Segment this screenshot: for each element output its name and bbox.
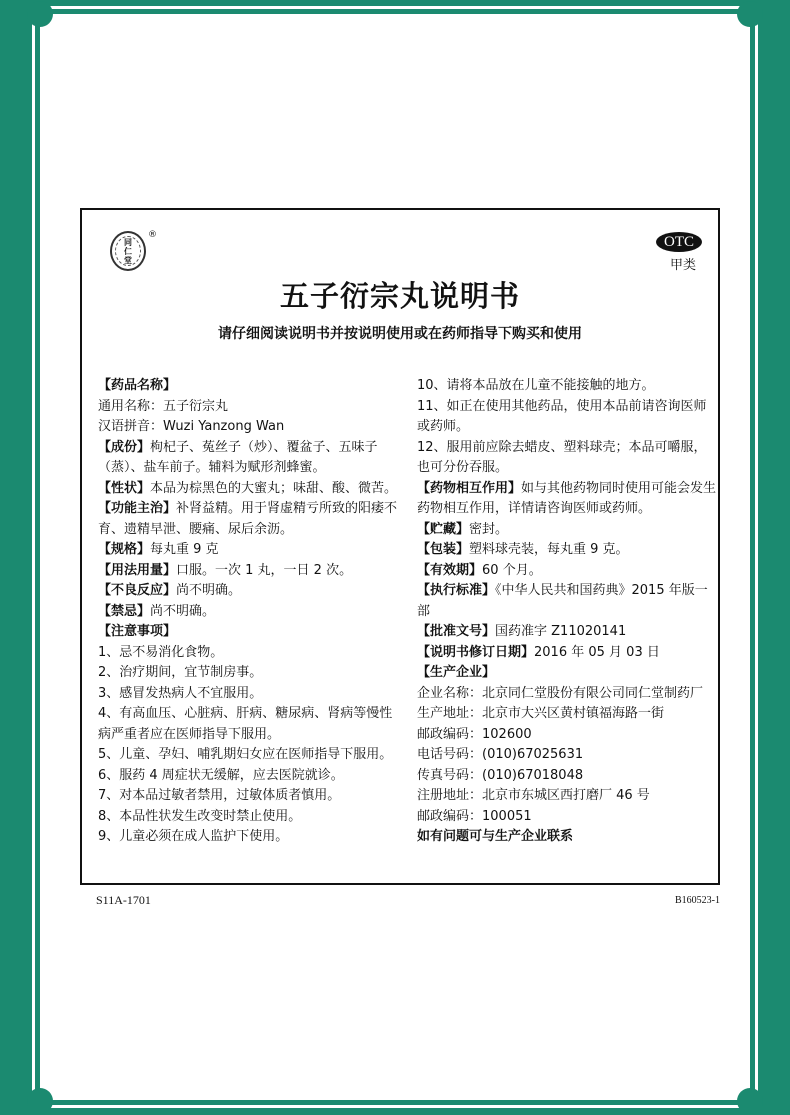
- section-text: 邮政编码：102600: [417, 726, 532, 742]
- frame-corner: [27, 1, 53, 27]
- insert-section: [98, 622, 398, 643]
- insert-section: [417, 397, 717, 438]
- section-text: 通用名称：五子衍宗丸: [98, 398, 229, 414]
- section-text: 尚不明确。: [150, 603, 216, 619]
- insert-section: [417, 725, 717, 746]
- insert-section: [98, 663, 398, 684]
- insert-section: [417, 540, 717, 561]
- section-label: 【包装】: [417, 542, 470, 557]
- section-text: 6、服药 4 周症状无缓解，应去医院就诊。: [98, 767, 344, 783]
- insert-section: [98, 807, 398, 828]
- section-text: 电话号码：(010)67025631: [417, 747, 584, 762]
- insert-section: [98, 684, 398, 705]
- frame-corner: [737, 1, 763, 27]
- insert-section: [98, 376, 398, 397]
- section-text: 每丸重 9 克: [150, 542, 219, 557]
- insert-section: [417, 766, 717, 787]
- insert-section: [417, 663, 717, 684]
- insert-section: [417, 479, 717, 520]
- frame-corner: [27, 1088, 53, 1114]
- section-label: 【药物相互作用】: [417, 480, 522, 496]
- section-label: 【执行标准】: [417, 583, 496, 598]
- section-label: 【功能主治】: [98, 501, 177, 516]
- section-text: 邮政编码：100051: [417, 808, 532, 824]
- insert-section: [98, 479, 398, 500]
- insert-section: [98, 786, 398, 807]
- insert-section: [98, 561, 398, 582]
- section-text: 口服。一次 1 丸，一日 2 次。: [176, 562, 353, 578]
- section-label: 【批准文号】: [417, 624, 496, 639]
- left-column: [98, 376, 398, 848]
- insert-section: [98, 704, 398, 745]
- section-text: 2016 年 05 月 03 日: [534, 644, 660, 660]
- section-text: 汉语拼音：Wuzi Yanzong Wan: [98, 419, 285, 434]
- section-text: 塑料球壳装，每丸重 9 克。: [469, 542, 629, 557]
- section-text: 国药准字 Z11020141: [495, 624, 627, 639]
- insert-section: [98, 745, 398, 766]
- insert-section: [417, 643, 717, 664]
- insert-section: [417, 561, 717, 582]
- insert-section: [98, 397, 398, 418]
- insert-section: [98, 499, 398, 540]
- section-label: 【成份】: [98, 439, 151, 455]
- section-text: 60 个月。: [482, 562, 542, 578]
- section-text: 12、服用前应除去蜡皮、塑料球壳；本品可嚼服，也可分份吞服。: [417, 439, 707, 475]
- section-label: 【药品名称】: [98, 378, 177, 393]
- section-text: 9、儿童必须在成人监护下使用。: [98, 829, 289, 844]
- section-label: 【禁忌】: [98, 603, 151, 619]
- section-text: 如与其他药物同时使用可能会发生药物相互作用，详情请咨询医师或药师。: [417, 480, 717, 516]
- section-label: 【性状】: [98, 480, 151, 496]
- otc-class-label: 甲类: [669, 258, 696, 273]
- section-text: 生产地址：北京市大兴区黄村镇福海路一街: [417, 706, 665, 721]
- section-text: 尚不明确。: [176, 583, 242, 598]
- section-text: 3、感冒发热病人不宜服用。: [98, 685, 263, 701]
- frame-corner: [737, 1088, 763, 1114]
- right-column: [417, 376, 717, 848]
- section-text: 本品为棕黑色的大蜜丸；味甜、酸、微苦。: [150, 480, 398, 496]
- section-label: 【不良反应】: [98, 583, 177, 598]
- section-text: 8、本品性状发生改变时禁止使用。: [98, 808, 302, 824]
- section-text: 传真号码：(010)67018048: [417, 767, 584, 783]
- insert-section: [98, 581, 398, 602]
- insert-section: [417, 807, 717, 828]
- package-insert: [80, 208, 720, 885]
- section-text: 《中华人民共和国药典》2015 年版一部: [417, 583, 708, 619]
- section-label: 【贮藏】: [417, 521, 470, 537]
- section-text: 11、如正在使用其他药品，使用本品前请咨询医师或药师。: [417, 398, 707, 434]
- insert-section: [98, 540, 398, 561]
- insert-section: [417, 745, 717, 766]
- section-text: 枸杞子、菟丝子（炒）、覆盆子、五味子（蒸）、盐车前子。辅料为赋形剂蜂蜜。: [98, 439, 378, 475]
- insert-section: [417, 581, 717, 622]
- section-label: 如有问题可与生产企业联系: [417, 829, 574, 844]
- document-title: 五子衍宗丸说明书: [279, 279, 520, 313]
- section-text: 密封。: [469, 521, 509, 537]
- insert-section: [417, 520, 717, 541]
- insert-section: [98, 766, 398, 787]
- insert-section: [417, 376, 717, 397]
- section-label: 【规格】: [98, 542, 151, 557]
- insert-section: [98, 643, 398, 664]
- section-text: 1、忌不易消化食物。: [98, 644, 224, 660]
- insert-section: [98, 438, 398, 479]
- registered-mark: ®: [148, 230, 157, 240]
- insert-section: [417, 438, 717, 479]
- section-label: 【有效期】: [417, 562, 483, 578]
- insert-section: [98, 417, 398, 438]
- section-label: 【说明书修订日期】: [417, 644, 535, 660]
- otc-badge: OTC: [656, 232, 702, 252]
- document-subtitle: 请仔细阅读说明书并按说明使用或在药师指导下购买和使用: [218, 326, 582, 342]
- section-text: 2、治疗期间，宜节制房事。: [98, 665, 263, 680]
- tongrentang-logo-icon: 同 仁 堂: [110, 231, 146, 271]
- insert-section: [417, 622, 717, 643]
- section-text: 5、儿童、孕妇、哺乳期妇女应在医师指导下服用。: [98, 747, 393, 762]
- section-label: 【生产企业】: [417, 665, 496, 680]
- insert-section: [417, 684, 717, 705]
- footer-code-right: B160523-1: [675, 895, 720, 906]
- section-text: 10、请将本品放在儿童不能接触的地方。: [417, 378, 655, 393]
- section-text: 企业名称：北京同仁堂股份有限公司同仁堂制药厂: [417, 685, 704, 701]
- insert-section: [417, 786, 717, 807]
- section-label: 【注意事项】: [98, 624, 177, 639]
- insert-section: [417, 827, 717, 848]
- section-text: 补肾益精。用于肾虚精亏所致的阳痿不育、遗精早泄、腰痛、尿后余沥。: [98, 501, 398, 537]
- section-text: 7、对本品过敏者禁用，过敏体质者慎用。: [98, 788, 341, 803]
- section-label: 【用法用量】: [98, 562, 177, 578]
- section-text: 注册地址：北京市东城区西打磨厂 46 号: [417, 788, 650, 803]
- section-text: 4、有高血压、心脏病、肝病、糖尿病、肾病等慢性病严重者应在医师指导下服用。: [98, 706, 393, 742]
- footer-code-left: S11A-1701: [96, 893, 151, 907]
- insert-section: [98, 827, 398, 848]
- insert-section: [417, 704, 717, 725]
- insert-section: [98, 602, 398, 623]
